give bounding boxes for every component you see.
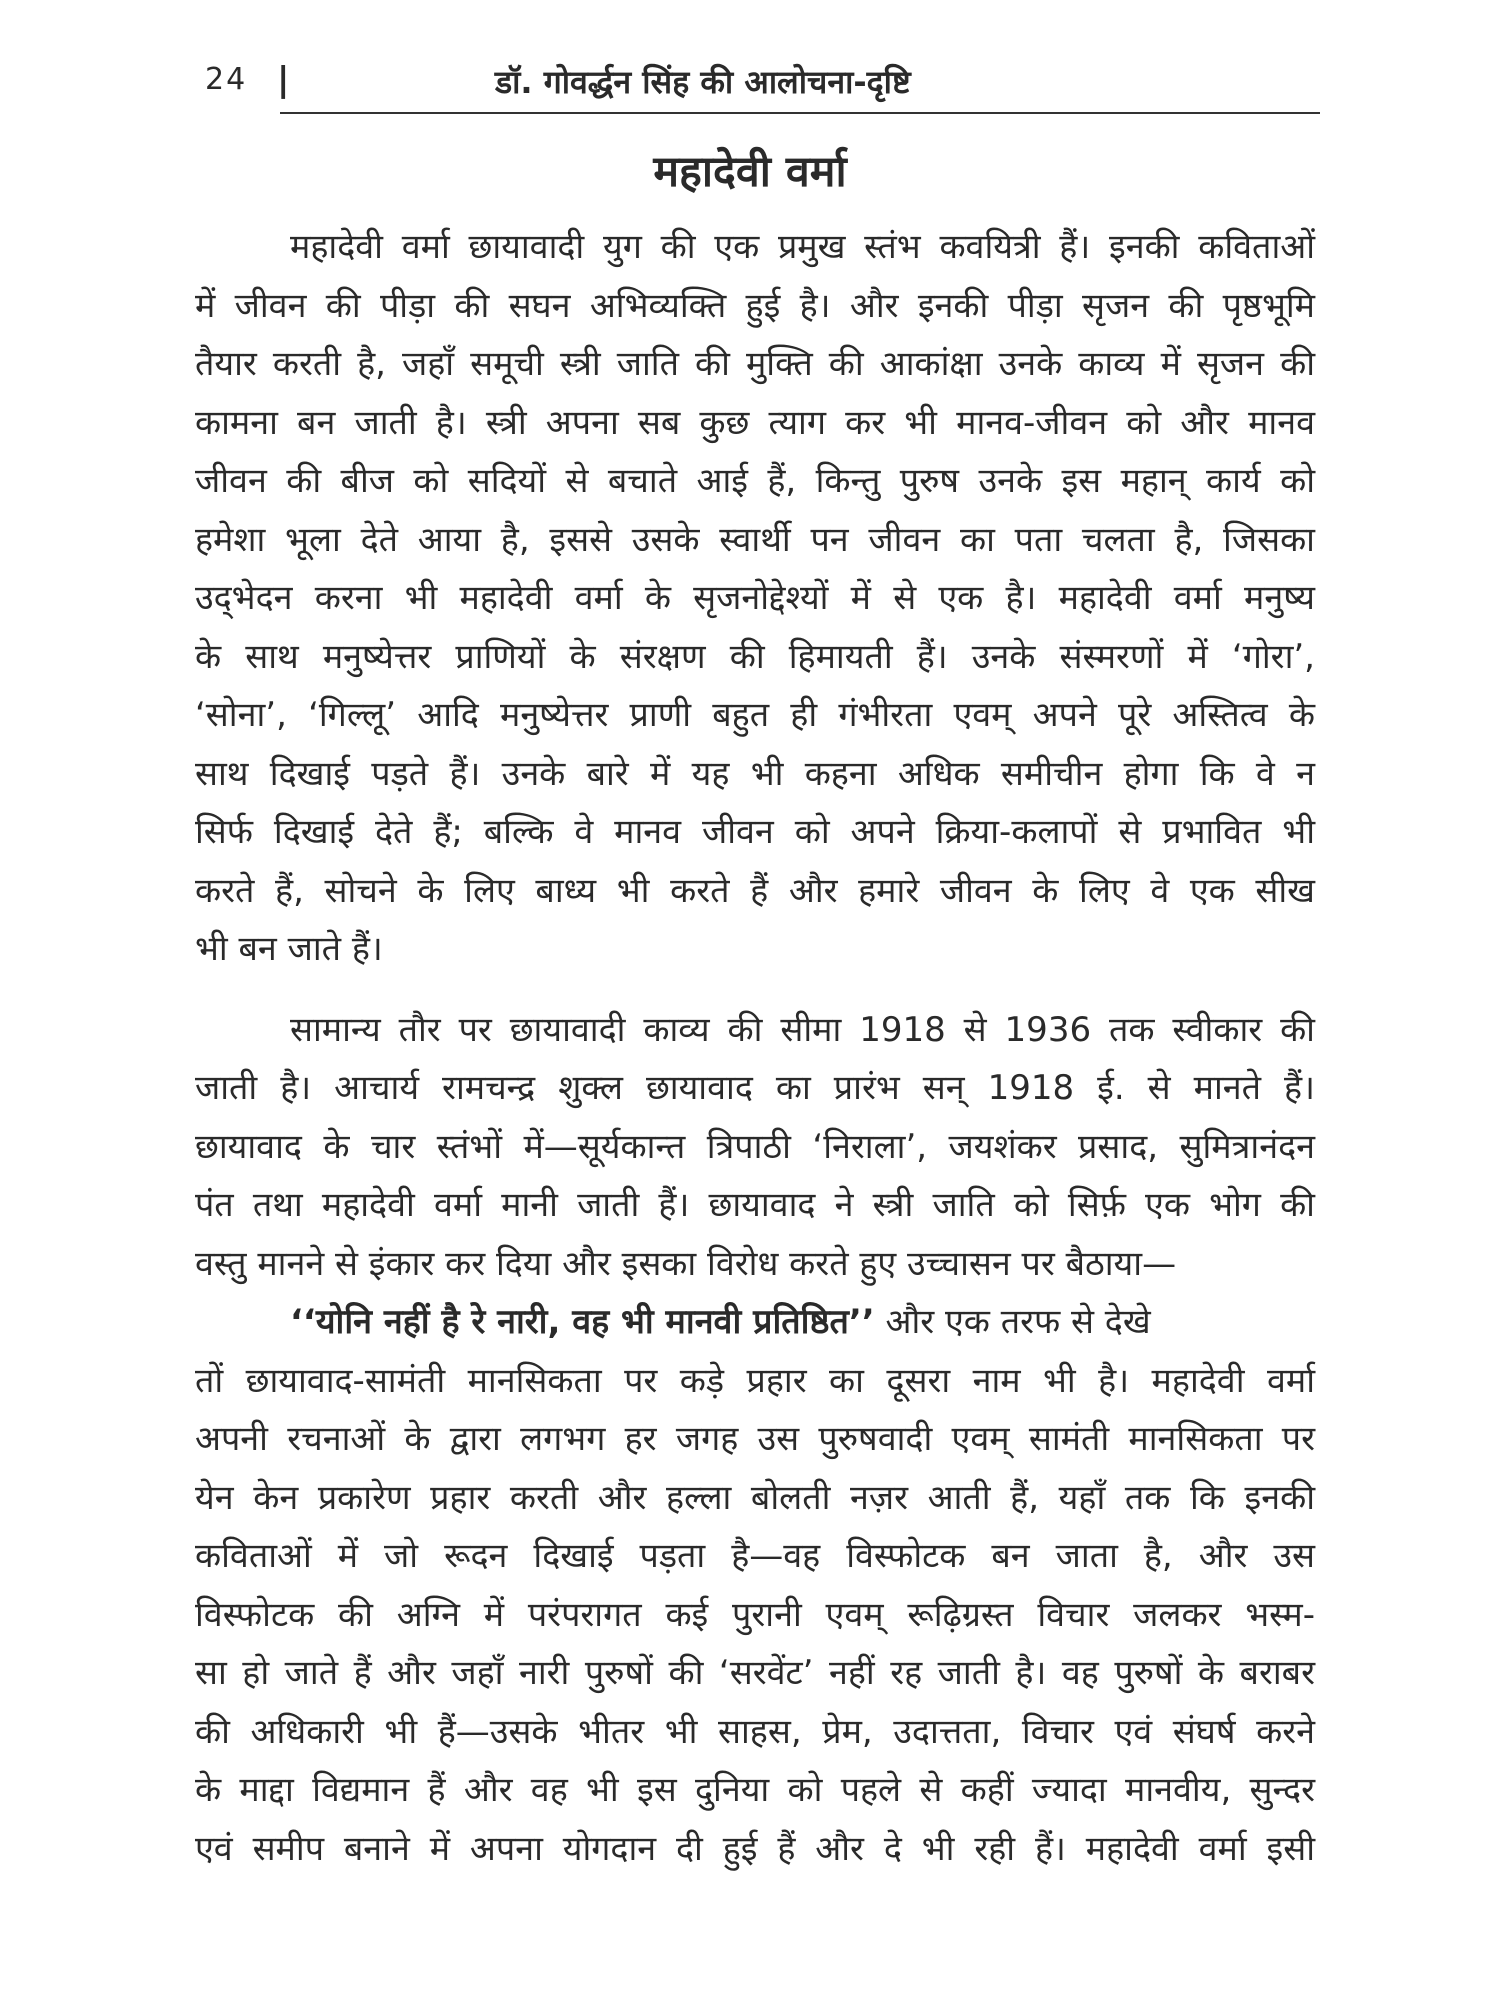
text-line: विस्फोटक की अग्नि में परंपरागत कई पुरानी एवम् रूढ़िग्रस्त विचार जलकर भस्म-	[195, 1594, 1315, 1635]
text-line: कामना बन जाती है। स्त्री अपना सब कुछ त्याग कर भी मानव-जीवन को और मानव	[195, 402, 1315, 443]
text-line: के साथ मनुष्येत्तर प्राणियों के संरक्षण की हिमायती हैं। उनके संस्मरणों में ‘गोरा’,	[195, 636, 1315, 677]
text-line: में जीवन की पीड़ा की सघन अभिव्यक्ति हुई है। और इनकी पीड़ा सृजन की पृष्ठभूमि	[195, 285, 1315, 326]
text-line: के माद्दा विद्यमान हैं और वह भी इस दुनिया को पहले से कहीं ज्यादा मानवीय, सुन्दर	[195, 1770, 1315, 1810]
text-line: ‘सोना’, ‘गिल्लू’ आदि मनुष्येत्तर प्राणी बहुत ही गंभीरता एवम् अपने पूरे अस्तित्व के	[195, 695, 1315, 735]
text-line: कविताओं में जो रूदन दिखाई पड़ता है—वह विस्फोटक बन जाता है, और उस	[195, 1536, 1315, 1576]
text-line: जीवन की बीज को सदियों से बचाते आई हैं, किन्तु पुरुष उनके इस महान् कार्य को	[195, 461, 1315, 501]
text-line: करते हैं, सोचने के लिए बाध्य भी करते हैं और हमारे जीवन के लिए वे एक सीख	[195, 870, 1315, 911]
paragraph-1	[195, 218, 1315, 979]
text-line: अपनी रचनाओं के द्वारा लगभग हर जगह उस पुरुषवादी एवम् सामंती मानसिकता पर	[195, 1419, 1315, 1459]
chapter-title: महादेवी वर्मा	[653, 147, 847, 197]
poem-quote: ‘‘योनि नहीं है रे नारी, वह भी मानवी प्रतिष्ठित’’	[290, 1302, 875, 1342]
text-line: तों छायावाद-सामंती मानसिकता पर कड़े प्रहार का दूसरा नाम भी है। महादेवी वर्मा	[195, 1360, 1315, 1401]
text-line: तैयार करती है, जहाँ समूची स्त्री जाति की मुक्ति की आकांक्षा उनके काव्य में सृजन की	[195, 344, 1315, 384]
body-text	[195, 218, 1315, 1878]
header-separator: |	[277, 60, 290, 100]
page-header	[205, 60, 1320, 120]
text-line: उद्‌भेदन करना भी महादेवी वर्मा के सृजनोद्देश्यों में से एक है। महादेवी वर्मा मनुष्य	[195, 578, 1315, 618]
text-line: हमेशा भूला देते आया है, इससे उसके स्वार्थी पन जीवन का पता चलता है, जिसका	[195, 519, 1315, 560]
text-line: एवं समीप बनाने में अपना योगदान दी हुई हैं और दे भी रही हैं। महादेवी वर्मा इसी	[195, 1828, 1315, 1869]
text-line: साथ दिखाई पड़ते हैं। उनके बारे में यह भी कहना अधिक समीचीन होगा कि वे न	[195, 753, 1315, 794]
text-line: की अधिकारी भी हैं—उसके भीतर भी साहस, प्रेम, उदात्तता, विचार एवं संघर्ष करने	[195, 1711, 1315, 1752]
header-rule	[280, 112, 1320, 114]
quote-line	[195, 1293, 1315, 1352]
text-line: येन केन प्रकारेण प्रहार करती और हल्ला बोलती नज़र आती हैं, यहाँ तक कि इनकी	[195, 1477, 1315, 1518]
quote-line-rest: और एक तरफ से देखे	[874, 1302, 1151, 1342]
text-line: सा हो जाते हैं और जहाँ नारी पुरुषों की ‘सरवेंट’ नहीं रह जाती है। वह पुरुषों के बराबर	[195, 1653, 1315, 1693]
paragraph-3	[195, 1293, 1315, 1878]
paragraph-2	[195, 1001, 1315, 1294]
text-line: महादेवी वर्मा छायावादी युग की एक प्रमुख स्तंभ कवयित्री हैं। इनकी कविताओं	[290, 227, 1315, 267]
text-line: सामान्य तौर पर छायावादी काव्य की सीमा 1918 से 1936 तक स्वीकार की	[290, 1009, 1315, 1050]
text-line: छायावाद के चार स्तंभों में—सूर्यकान्त त्रिपाठी ‘निराला’, जयशंकर प्रसाद, सुमित्रानंदन	[195, 1126, 1315, 1167]
text-line: जाती है। आचार्य रामचन्द्र शुक्ल छायावाद का प्रारंभ सन् 1918 ई. से मानते हैं।	[195, 1068, 1315, 1108]
text-line: सिर्फ दिखाई देते हैं; बल्कि वे मानव जीवन को अपने क्रिया-कलापों से प्रभावित भी	[195, 812, 1315, 852]
text-line: पंत तथा महादेवी वर्मा मानी जाती हैं। छायावाद ने स्त्री जाति को सिर्फ़ एक भोग की	[195, 1185, 1315, 1225]
page-number: 24	[205, 62, 248, 97]
running-head: डॉ. गोवर्द्धन सिंह की आलोचना-दृष्टि	[495, 63, 911, 101]
text-line: वस्तु मानने से इंकार कर दिया और इसका विरोध करते हुए उच्चासन पर बैठाया—	[195, 1243, 1177, 1284]
text-line: भी बन जाते हैं।	[195, 929, 383, 969]
